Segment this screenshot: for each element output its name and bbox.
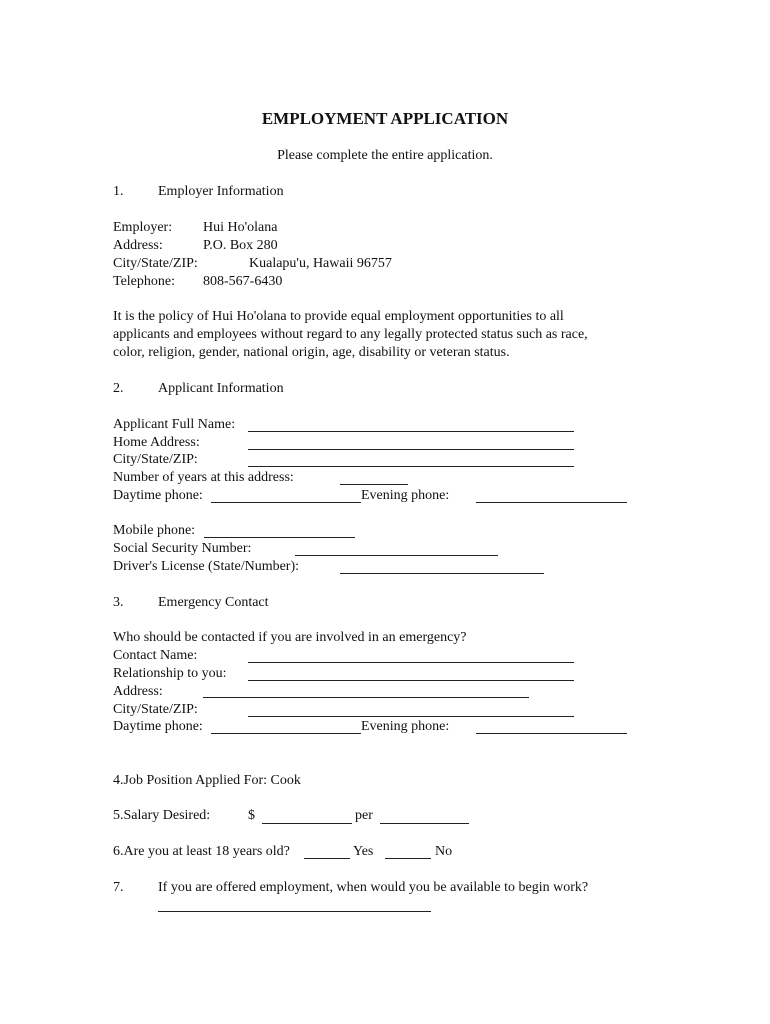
age-question: 6.Are you at least 18 years old?	[113, 844, 290, 859]
salary-amount-field[interactable]	[262, 823, 352, 824]
applicant-city-label: City/State/ZIP:	[113, 452, 198, 467]
section1-number: 1.	[113, 184, 124, 199]
ssn-label: Social Security Number:	[113, 541, 252, 556]
employer-phone-label: Telephone:	[113, 274, 175, 289]
section1-heading: Employer Information	[158, 184, 284, 199]
contact-evening-phone-label: Evening phone:	[361, 719, 450, 734]
contact-city-field[interactable]	[248, 716, 574, 717]
applicant-evening-phone-field[interactable]	[476, 502, 627, 503]
drivers-license-field[interactable]	[340, 573, 544, 574]
policy-line-2: applicants and employees without regard to any legally protected status such as race,	[113, 327, 588, 342]
contact-city-label: City/State/ZIP:	[113, 702, 198, 717]
policy-line-1: It is the policy of Hui Ho'olana to provide equal employment opportunities to all	[113, 309, 564, 324]
policy-line-3: color, religion, gender, national origin, age, disability or veteran status.	[113, 345, 510, 360]
applicant-name-field[interactable]	[248, 431, 574, 432]
employer-city-value: Kualapu'u, Hawaii 96757	[249, 256, 392, 271]
contact-name-field[interactable]	[248, 662, 574, 663]
salary-period-field[interactable]	[380, 823, 469, 824]
emergency-question: Who should be contacted if you are involved in an emergency?	[113, 630, 467, 645]
salary-per-label: per	[355, 808, 373, 823]
age-no-label: No	[435, 844, 453, 859]
section7-number: 7.	[113, 880, 124, 895]
applicant-daytime-phone-field[interactable]	[211, 502, 361, 503]
availability-question: If you are offered employment, when would you be available to begin work?	[158, 880, 589, 895]
applicant-daytime-phone-label: Daytime phone:	[113, 488, 203, 503]
employer-label: Employer:	[113, 220, 173, 235]
applicant-city-field[interactable]	[248, 466, 574, 467]
years-at-address-label: Number of years at this address:	[113, 470, 294, 485]
availability-field[interactable]	[158, 911, 431, 912]
page-title: EMPLOYMENT APPLICATION	[261, 109, 509, 128]
home-address-label: Home Address:	[113, 435, 200, 450]
contact-address-label: Address:	[113, 684, 163, 699]
applicant-evening-phone-label: Evening phone:	[361, 488, 450, 503]
ssn-field[interactable]	[295, 555, 498, 556]
contact-daytime-phone-label: Daytime phone:	[113, 719, 203, 734]
age-no-field[interactable]	[385, 858, 431, 859]
job-position-text: 4.Job Position Applied For: Cook	[113, 773, 301, 788]
age-yes-label: Yes	[353, 844, 374, 859]
salary-dollar-sign: $	[248, 808, 255, 823]
employer-phone-value: 808-567-6430	[203, 274, 283, 289]
drivers-license-label: Driver's License (State/Number):	[113, 559, 300, 574]
years-at-address-field[interactable]	[340, 484, 408, 485]
employer-address-value: P.O. Box 280	[203, 238, 278, 253]
contact-daytime-phone-field[interactable]	[211, 733, 361, 734]
employer-value: Hui Ho'olana	[203, 220, 278, 235]
relationship-field[interactable]	[248, 680, 574, 681]
relationship-label: Relationship to you:	[113, 666, 227, 681]
contact-name-label: Contact Name:	[113, 648, 198, 663]
contact-address-field[interactable]	[203, 697, 529, 698]
contact-evening-phone-field[interactable]	[476, 733, 627, 734]
section3-number: 3.	[113, 595, 124, 610]
section3-heading: Emergency Contact	[158, 595, 269, 610]
section2-heading: Applicant Information	[158, 381, 284, 396]
age-yes-field[interactable]	[304, 858, 350, 859]
instruction-text: Please complete the entire application.	[277, 148, 493, 163]
salary-label: 5.Salary Desired:	[113, 808, 211, 823]
applicant-name-label: Applicant Full Name:	[113, 417, 236, 432]
mobile-phone-field[interactable]	[204, 537, 355, 538]
mobile-phone-label: Mobile phone:	[113, 523, 196, 538]
employer-city-label: City/State/ZIP:	[113, 256, 198, 271]
section2-number: 2.	[113, 381, 124, 396]
home-address-field[interactable]	[248, 449, 574, 450]
employer-address-label: Address:	[113, 238, 163, 253]
